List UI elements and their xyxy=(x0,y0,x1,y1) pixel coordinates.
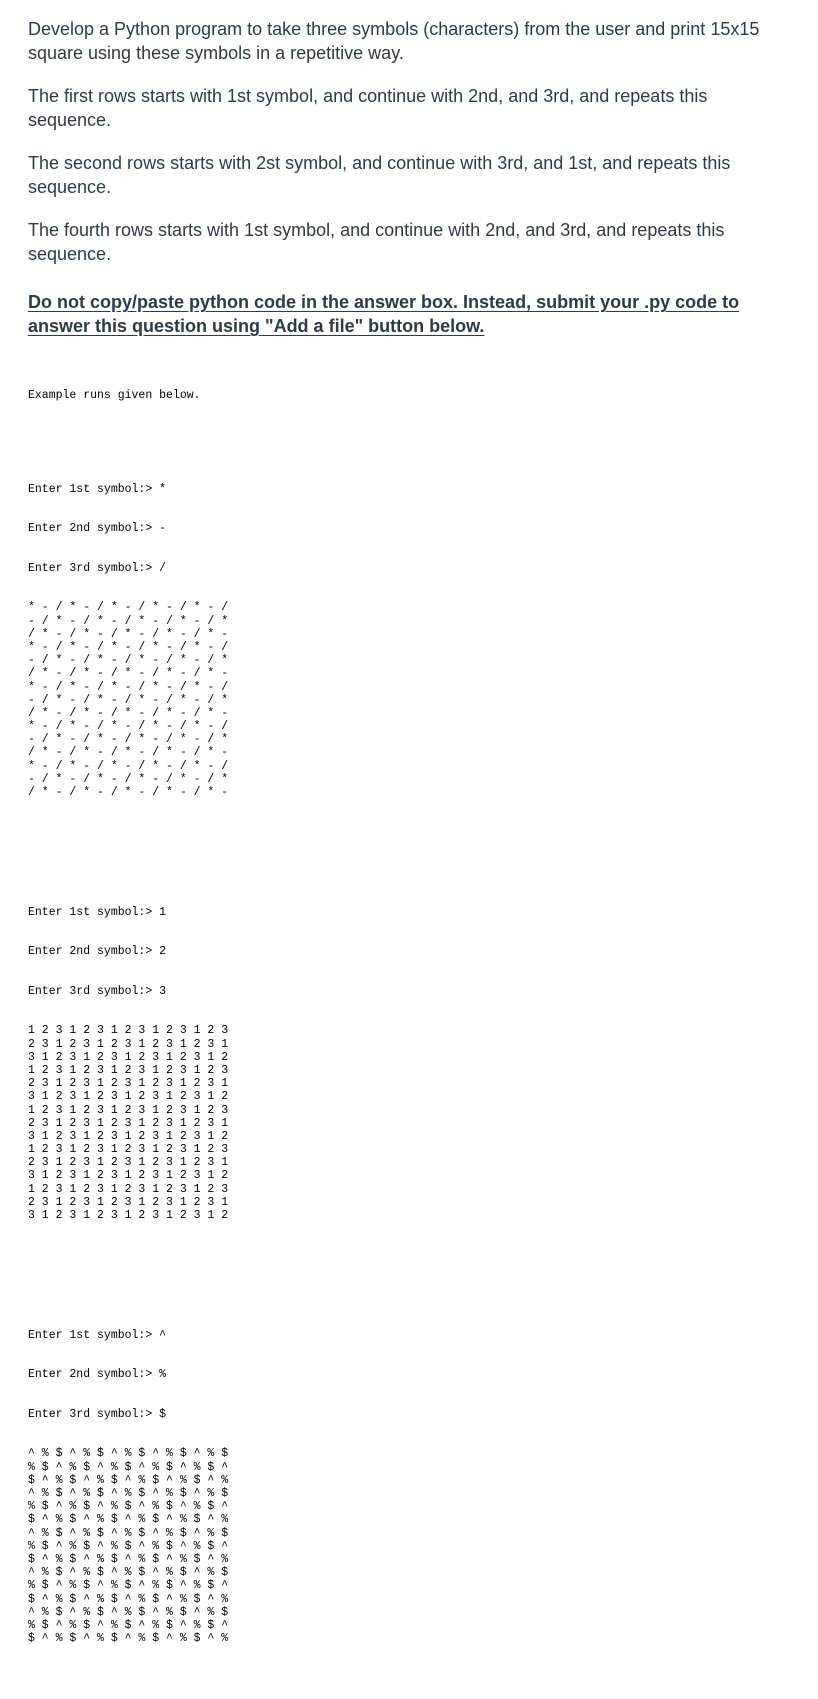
grid-row: 1 2 3 1 2 3 1 2 3 1 2 3 1 2 3 xyxy=(28,1182,229,1196)
grid-row: / * - / * - / * - / * - / * - xyxy=(28,786,229,800)
grid-row: * - / * - / * - / * - / * - / xyxy=(28,759,229,773)
grid-row: 2 3 1 2 3 1 2 3 1 2 3 1 2 3 1 xyxy=(28,1116,229,1130)
grid-row: 2 3 1 2 3 1 2 3 1 2 3 1 2 3 1 xyxy=(28,1195,229,1209)
grid-row: * - / * - / * - / * - / * - / xyxy=(28,720,229,734)
symbol-grid xyxy=(28,1447,228,1645)
grid-row: - / * - / * - / * - / * - / * xyxy=(28,614,229,628)
symbol-grid xyxy=(28,601,228,799)
prompt-line: Enter 3rd symbol:> / xyxy=(28,561,167,575)
grid-row: 2 3 1 2 3 1 2 3 1 2 3 1 2 3 1 xyxy=(28,1077,229,1091)
prompt-line: Enter 1st symbol:> 1 xyxy=(28,905,167,919)
grid-row: - / * - / * - / * - / * - / * xyxy=(28,654,229,668)
question-paragraph-4: The fourth rows starts with 1st symbol, and continue with 2nd, and 3rd, and repeats this sequence. xyxy=(28,220,725,264)
grid-row: * - / * - / * - / * - / * - / xyxy=(28,601,229,615)
example-run-2 xyxy=(28,879,228,1248)
grid-row: * - / * - / * - / * - / * - / xyxy=(28,640,229,654)
grid-row: ^ % $ ^ % $ ^ % $ ^ % $ ^ % $ xyxy=(28,1566,229,1580)
grid-row: 3 1 2 3 1 2 3 1 2 3 1 2 3 1 2 xyxy=(28,1209,229,1223)
grid-row: 1 2 3 1 2 3 1 2 3 1 2 3 1 2 3 xyxy=(28,1024,229,1038)
grid-row: 1 2 3 1 2 3 1 2 3 1 2 3 1 2 3 xyxy=(28,1063,229,1077)
prompt-line: Enter 2nd symbol:> 2 xyxy=(28,945,167,959)
question-text xyxy=(28,17,788,357)
grid-row: 2 3 1 2 3 1 2 3 1 2 3 1 2 3 1 xyxy=(28,1156,229,1170)
grid-row: ^ % $ ^ % $ ^ % $ ^ % $ ^ % $ xyxy=(28,1487,229,1500)
grid-row: 1 2 3 1 2 3 1 2 3 1 2 3 1 2 3 xyxy=(28,1143,229,1157)
grid-row: % $ ^ % $ ^ % $ ^ % $ ^ % $ ^ xyxy=(28,1460,229,1474)
prompt-line: Enter 1st symbol:> * xyxy=(28,482,167,496)
grid-row: % $ ^ % $ ^ % $ ^ % $ ^ % $ ^ xyxy=(28,1500,229,1514)
grid-row: 3 1 2 3 1 2 3 1 2 3 1 2 3 1 2 xyxy=(28,1169,229,1183)
prompt-line: Enter 2nd symbol:> - xyxy=(28,522,167,536)
grid-row: 2 3 1 2 3 1 2 3 1 2 3 1 2 3 1 xyxy=(28,1037,229,1051)
grid-row: ^ % $ ^ % $ ^ % $ ^ % $ ^ % $ xyxy=(28,1605,229,1619)
prompt-line: Enter 2nd symbol:> % xyxy=(28,1368,167,1382)
grid-row: * - / * - / * - / * - / * - / xyxy=(28,680,229,694)
prompt-line: Enter 3rd symbol:> 3 xyxy=(28,984,167,998)
grid-row: / * - / * - / * - / * - / * - xyxy=(28,627,229,641)
grid-row: / * - / * - / * - / * - / * - xyxy=(28,706,229,720)
question-paragraph-2: The first rows starts with 1st symbol, and continue with 2nd, and 3rd, and repeats this sequence. xyxy=(28,86,708,130)
example-run-3 xyxy=(28,1302,228,1671)
grid-row: $ ^ % $ ^ % $ ^ % $ ^ % $ ^ % xyxy=(28,1473,229,1487)
grid-row: $ ^ % $ ^ % $ ^ % $ ^ % $ ^ % xyxy=(28,1513,229,1527)
example-intro: Example runs given below. xyxy=(28,389,201,403)
grid-row: $ ^ % $ ^ % $ ^ % $ ^ % $ ^ % xyxy=(28,1632,229,1646)
grid-row: - / * - / * - / * - / * - / * xyxy=(28,693,229,707)
grid-row: - / * - / * - / * - / * - / * xyxy=(28,772,229,786)
question-paragraph-3: The second rows starts with 2st symbol, and continue with 3rd, and 1st, and repeats this sequence. xyxy=(28,153,731,197)
grid-row: ^ % $ ^ % $ ^ % $ ^ % $ ^ % $ xyxy=(28,1526,229,1540)
grid-row: % $ ^ % $ ^ % $ ^ % $ ^ % $ ^ xyxy=(28,1618,229,1632)
example-runs xyxy=(28,363,228,1699)
grid-row: / * - / * - / * - / * - / * - xyxy=(28,667,229,681)
grid-row: / * - / * - / * - / * - / * - xyxy=(28,746,229,760)
prompt-line: Enter 3rd symbol:> $ xyxy=(28,1407,167,1421)
example-run-1 xyxy=(28,456,228,825)
grid-row: ^ % $ ^ % $ ^ % $ ^ % $ ^ % $ xyxy=(28,1447,229,1461)
grid-row: $ ^ % $ ^ % $ ^ % $ ^ % $ ^ % xyxy=(28,1592,229,1606)
grid-row: % $ ^ % $ ^ % $ ^ % $ ^ % $ ^ xyxy=(28,1579,229,1593)
grid-row: 3 1 2 3 1 2 3 1 2 3 1 2 3 1 2 xyxy=(28,1090,229,1104)
grid-row: 3 1 2 3 1 2 3 1 2 3 1 2 3 1 2 xyxy=(28,1050,229,1064)
grid-row: 3 1 2 3 1 2 3 1 2 3 1 2 3 1 2 xyxy=(28,1129,229,1143)
grid-row: % $ ^ % $ ^ % $ ^ % $ ^ % $ ^ xyxy=(28,1539,229,1553)
question-paragraph-1: Develop a Python program to take three symbols (characters) from the user and print 15x15 square using these symbols in a repetitive way. xyxy=(28,19,760,63)
grid-row: - / * - / * - / * - / * - / * xyxy=(28,733,229,747)
prompt-line: Enter 1st symbol:> ^ xyxy=(28,1328,167,1342)
symbol-grid xyxy=(28,1024,228,1222)
submission-instruction: Do not copy/paste python code in the answer box. Instead, submit your .py code to answer this question using "Add a file" button below. xyxy=(28,292,740,336)
grid-row: 1 2 3 1 2 3 1 2 3 1 2 3 1 2 3 xyxy=(28,1103,229,1117)
grid-row: $ ^ % $ ^ % $ ^ % $ ^ % $ ^ % xyxy=(28,1552,229,1566)
